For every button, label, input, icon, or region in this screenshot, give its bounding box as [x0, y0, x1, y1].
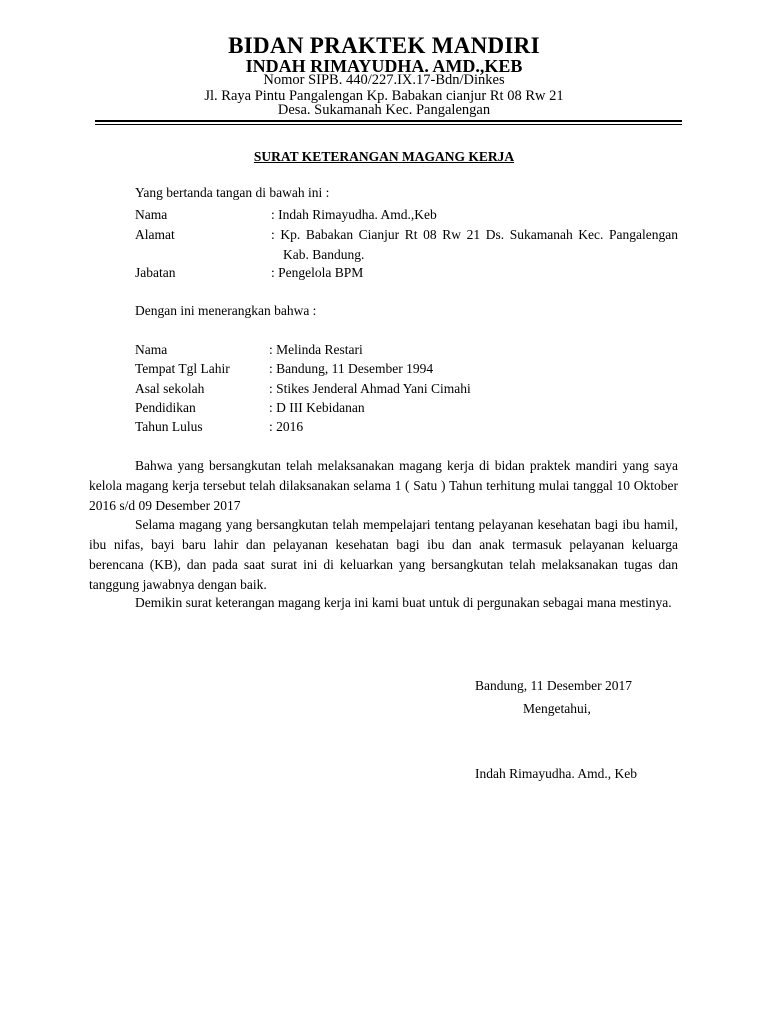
signer-position-value: : Pengelola BPM: [271, 265, 364, 280]
body-p3-line1: Demikin surat keterangan magang kerja ini kami buat untuk di pergunakan sebagai mana mestinya.: [135, 595, 672, 610]
letterhead-title: BIDAN PRAKTEK MANDIRI: [228, 33, 540, 58]
subject-name-label: Nama: [135, 342, 168, 357]
subject-education-label: Pendidikan: [135, 400, 196, 415]
signer-address-line1: : Kp. Babakan Cianjur Rt 08 Rw 21 Ds. Sukamanah Kec. Pangalengan: [271, 227, 678, 242]
body-p2-line3: berencana (KB), dan pada saat surat ini di keluarkan yang bersangkutan telah melaksanakan tugas dan: [89, 557, 678, 572]
letterhead-sipb: Nomor SIPB. 440/227.IX.17-Bdn/Dinkes: [263, 72, 505, 88]
letterhead-address-line2: Desa. Sukamanah Kec. Pangalengan: [277, 102, 491, 118]
statement-intro: Dengan ini menerangkan bahwa :: [135, 303, 317, 318]
subject-birth-value: : Bandung, 11 Desember 1994: [269, 361, 434, 376]
subject-school-value: : Stikes Jenderal Ahmad Yani Cimahi: [269, 381, 471, 396]
letterhead-name: INDAH RIMAYUDHA. AMD.,KEB: [245, 56, 523, 76]
subject-name-value: : Melinda Restari: [269, 342, 363, 357]
signer-address-label: Alamat: [135, 227, 175, 242]
signer-intro: Yang bertanda tangan di bawah ini :: [135, 185, 330, 200]
subject-education-value: : D III Kebidanan: [269, 400, 365, 415]
body-p2-line4: tanggung jawabnya dengan baik.: [89, 577, 267, 592]
subject-graduation-value: : 2016: [269, 419, 304, 434]
body-paragraph-1: [89, 456, 678, 516]
subject-birth-label: Tempat Tgl Lahir: [135, 361, 230, 376]
signer-name-label: Nama: [135, 207, 168, 222]
closing-signer-name: Indah Rimayudha. Amd., Keb: [475, 766, 637, 781]
letterhead-divider-thin: [95, 124, 682, 125]
document-title: SURAT KETERANGAN MAGANG KERJA: [253, 149, 515, 164]
subject-school-label: Asal sekolah: [135, 381, 205, 396]
closing-place-date: Bandung, 11 Desember 2017: [475, 678, 632, 693]
signer-address-value: [271, 225, 678, 265]
letterhead-divider-thick: [95, 120, 682, 122]
body-paragraph-3: [89, 593, 678, 613]
signer-name-value: : Indah Rimayudha. Amd.,Keb: [271, 207, 437, 222]
body-p1-line2: kelola magang kerja tersebut telah dilaksanakan selama 1 ( Satu ) Tahun terhitung mulai tanggal 10 Oktober: [89, 478, 678, 493]
signer-address-line2: Kab. Bandung.: [283, 247, 365, 262]
body-p1-line3: 2016 s/d 09 Desember 2017: [89, 498, 241, 513]
subject-graduation-label: Tahun Lulus: [135, 419, 203, 434]
body-p2-line1: Selama magang yang bersangkutan telah mempelajari tentang pelayanan kesehatan bagi ibu hamil,: [135, 517, 678, 532]
body-p2-line2: ibu nifas, bayi baru lahir dan pelayanan kesehatan bagi ibu dan anak termasuk pelayanan keluarga: [89, 537, 678, 552]
signer-position-label: Jabatan: [135, 265, 176, 280]
closing-acknowledged: Mengetahui,: [523, 701, 591, 716]
body-p1-line1: Bahwa yang bersangkutan telah melaksanakan magang kerja di bidan praktek mandiri yang saya: [135, 458, 678, 473]
body-paragraph-2: [89, 515, 678, 595]
letterhead-address-line1: Jl. Raya Pintu Pangalengan Kp. Babakan cianjur Rt 08 Rw 21: [204, 88, 564, 104]
